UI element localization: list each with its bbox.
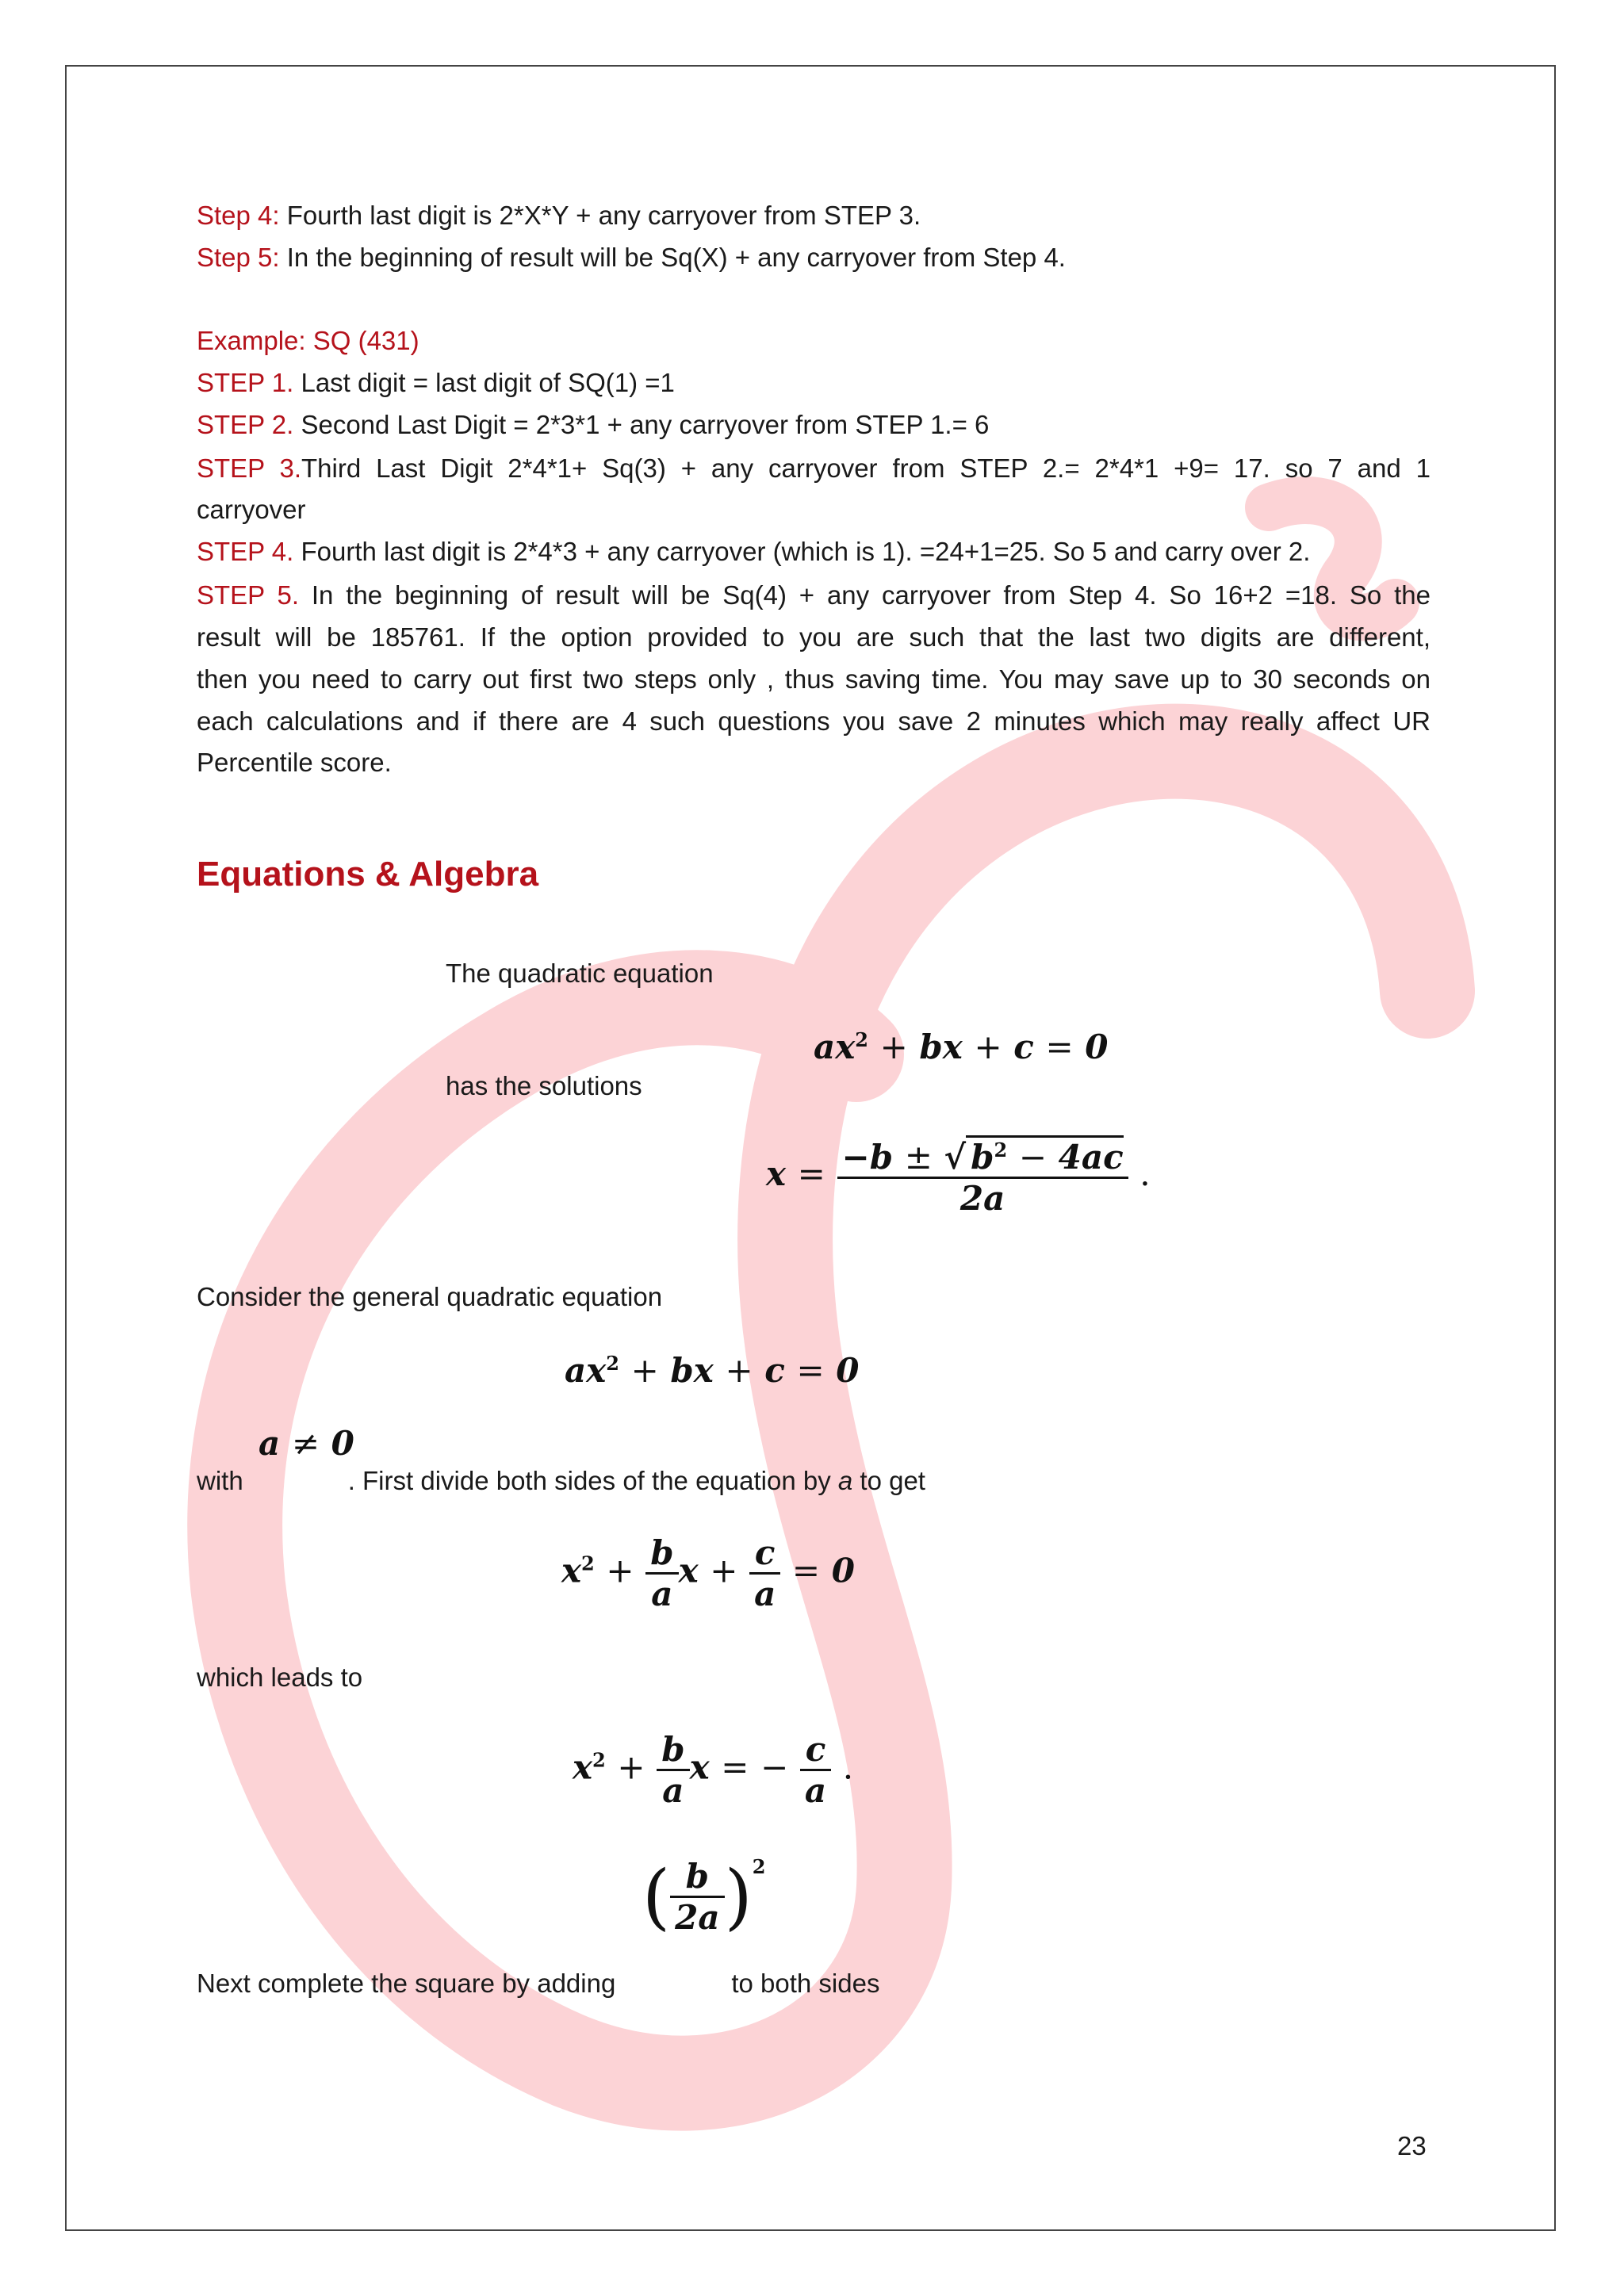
- equation-quadratic: $ax^2$ + bx + c = 0: [814, 1027, 1109, 1066]
- example-step3-cont: carryover: [197, 495, 306, 524]
- example-step2: STEP 2. Second Last Digit = 2*3*1 + any carryover from STEP 1.= 6: [197, 410, 990, 439]
- with-line: with . First divide both sides of the equation by a to get: [197, 1466, 925, 1495]
- step4-line: Step 4: Fourth last digit is 2*X*Y + any carryover from STEP 3.: [197, 201, 921, 230]
- example-step5: STEP 5. In the beginning of result will be Sq(4) + any carryover from Step 4. So 16+2 =18. So the: [197, 580, 1431, 610]
- equation-a-not-zero: a ≠ 0: [259, 1424, 354, 1463]
- equation-square-term: ( $\frac{b}{2a}$ )$^2$: [642, 1855, 766, 1938]
- consider-label: Consider the general quadratic equation: [197, 1282, 663, 1311]
- paragraph-line: Percentile score.: [197, 748, 392, 777]
- equation-quadratic-formula: x = $\frac{-b \pm √ b^2 - 4ac}{2a}$ .: [766, 1135, 1151, 1218]
- complete-line: Next complete the square by adding to both sides: [197, 1969, 880, 1998]
- paragraph-line: then you need to carry out first two steps only , thus saving time. You may save up to 30 seconds on: [197, 664, 1431, 694]
- equation-rearranged: $x^2$ + $\frac{b}{a}$ x = − $\frac{c}{a}$ .: [573, 1730, 854, 1810]
- page-number: 23: [1397, 2131, 1427, 2160]
- example-step1: STEP 1. Last digit = last digit of SQ(1) =1: [197, 368, 675, 397]
- paragraph-line: result will be 185761. If the option provided to you are such that the last two digits are different,: [197, 622, 1431, 652]
- solutions-label: has the solutions: [446, 1071, 642, 1100]
- example-step3: STEP 3.Third Last Digit 2*4*1+ Sq(3) + any carryover from STEP 2.= 2*4*1 +9= 17. so 7 and 1: [197, 453, 1431, 483]
- example-step4: STEP 4. Fourth last digit is 2*4*3 + any carryover (which is 1). =24+1=25. So 5 and carry over 2.: [197, 537, 1311, 566]
- section-heading: Equations & Algebra: [197, 855, 539, 894]
- equation-divided: $x^2$ + $\frac{b}{a}$ x + $\frac{c}{a}$ = 0: [561, 1533, 855, 1613]
- example-label: Example: SQ (431): [197, 326, 419, 355]
- equation-general: $ax^2$ + bx + c = 0: [565, 1351, 860, 1390]
- paragraph-line: each calculations and if there are 4 such questions you save 2 minutes which may really affect UR: [197, 706, 1431, 736]
- leads-label: which leads to: [197, 1663, 363, 1692]
- step5-line: Step 5: In the beginning of result will be Sq(X) + any carryover from Step 4.: [197, 243, 1066, 272]
- quadratic-label: The quadratic equation: [446, 959, 714, 988]
